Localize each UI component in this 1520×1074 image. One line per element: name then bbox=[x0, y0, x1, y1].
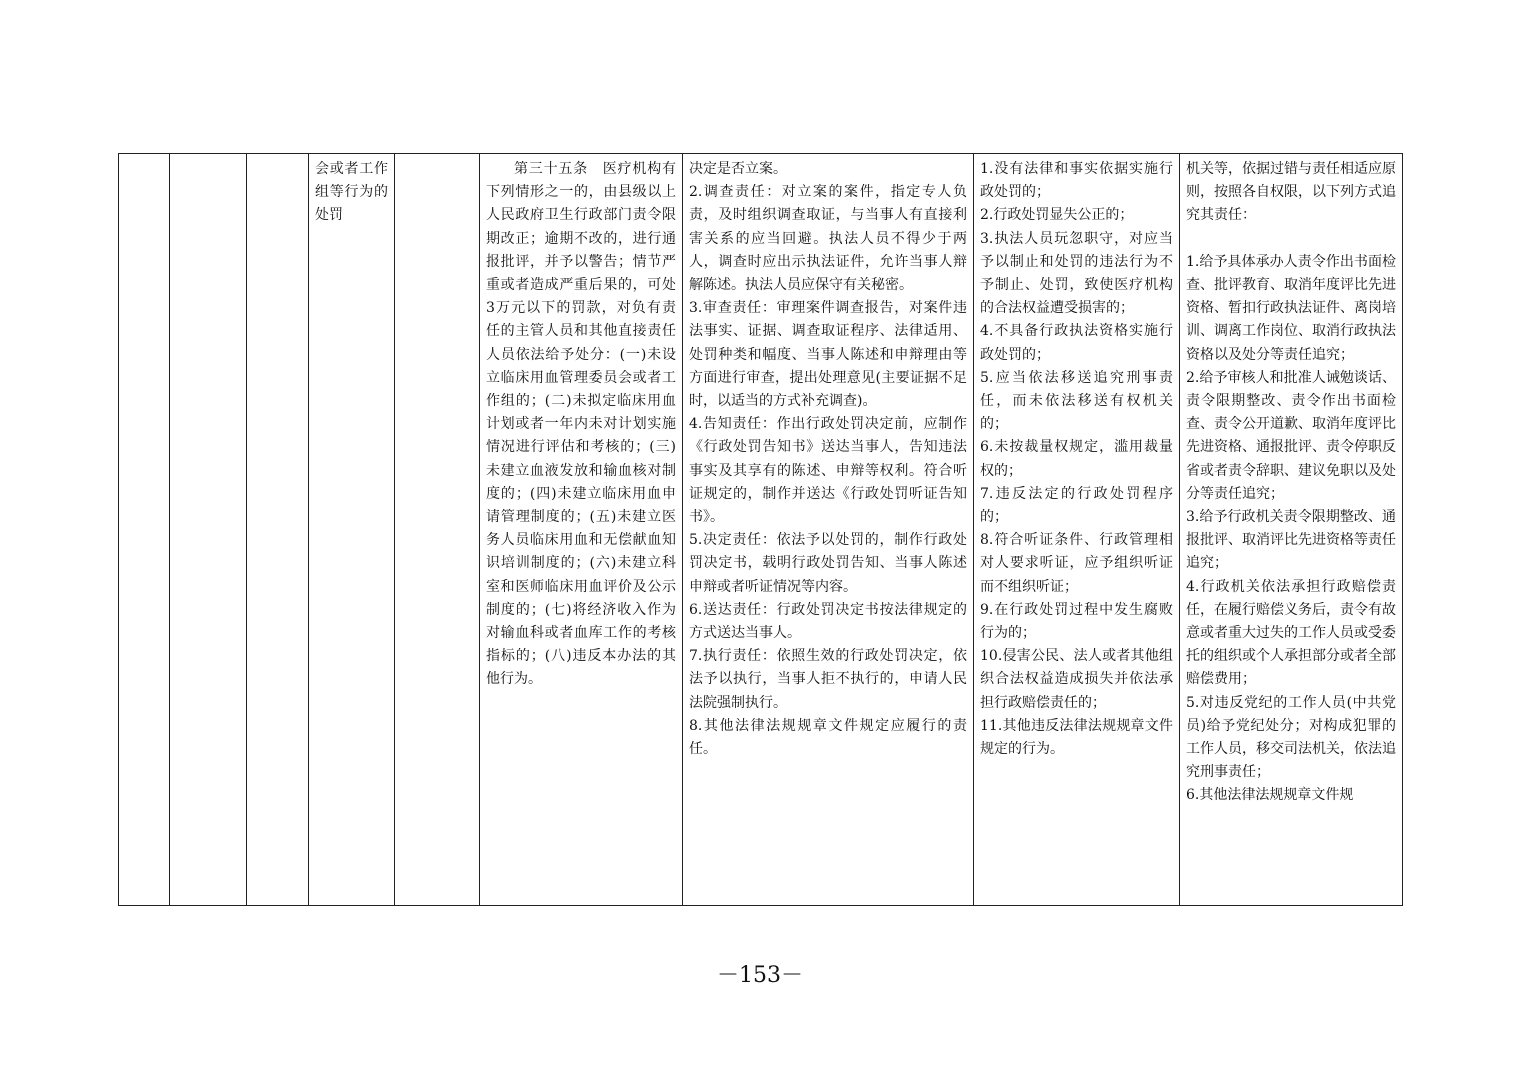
cell-col5 bbox=[395, 154, 480, 906]
cell-legal-basis: 第三十五条 医疗机构有下列情形之一的，由县级以上人民政府卫生行政部门责令限期改正；逾期不改的，进行通报批评，并予以警告；情节严重或者造成严重后果的，可处3万元以下的罚款，对负有责任的主管人员和其他直接责任人员依法给予处分：(一)未设立临床用血管理委员会或者工作组的；(二)未拟定临床用血计划或者一年内未对计划实施情况进行评估和考核的；(三)未建立血液发放和输血核对制度的；(四)未建立临床用血申请管理制度的；(五)未建立医务人员临床用血和无偿献血知识培训制度的；(六)未建立科室和医师临床用血评价及公示制度的；(七)将经济收入作为对输血科或者血库工作的考核指标的；(八)违反本办法的其他行为。 bbox=[480, 154, 683, 906]
page-number: －153－ bbox=[717, 963, 803, 988]
cell-item-name: 会或者工作组等行为的处罚 bbox=[309, 154, 395, 906]
cell-accountability-cases: 1.没有法律和事实依据实施行政处罚的； 2.行政处罚显失公正的； 3.执法人员玩忽职守，对应当予以制止和处罚的违法行为不予制止、处罚，致使医疗机构的合法权益遭受损害的； 4.不具备行政执法资格实施行政处罚的； 5.应当依法移送追究刑事责任，而未依法移送有权机关的； 6.未按裁量权规定，滥用裁量权的； 7.违反法定的行政处罚程序的； 8.符合听证条件、行政管理相对人要求听证，应予组织听证而不组织听证； 9.在行政处罚过程中发生腐败行为的； 10.侵害公民、法人或者其他组织合法权益造成损失并依法承担行政赔偿责任的； 11.其他违反法律法规规章文件规定的行为。 bbox=[974, 154, 1180, 906]
table-row bbox=[119, 154, 1403, 906]
responsibility-table bbox=[118, 153, 1403, 906]
cell-accountability-methods: 机关等，依据过错与责任相适应原则，按照各自权限，以下列方式追究其责任： 1.给予具体承办人责令作出书面检查、批评教育、取消年度评比先进资格、暂扣行政执法证件、离岗培训、调离工作岗位、取消行政执法资格以及处分等责任追究； 2.给予审核人和批准人诫勉谈话、责令限期整改、责令作出书面检查、责令公开道歉、取消年度评比先进资格、通报批评、责令停职反省或者责令辞职、建议免职以及处分等责任追究； 3.给予行政机关责令限期整改、通报批评、取消评比先进资格等责任追究； 4.行政机关依法承担行政赔偿责任，在履行赔偿义务后，责令有故意或者重大过失的工作人员或受委托的组织或个人承担部分或者全部赔偿费用； 5.对违反党纪的工作人员(中共党员)给予党纪处分；对构成犯罪的工作人员，移交司法机关，依法追究刑事责任； 6.其他法律法规规章文件规 bbox=[1180, 154, 1403, 906]
cell-col3 bbox=[247, 154, 309, 906]
cell-col2 bbox=[170, 154, 247, 906]
cell-col1 bbox=[119, 154, 170, 906]
cell-responsibility-items: 决定是否立案。 2.调查责任：对立案的案件，指定专人负责，及时组织调查取证，与当事人有直接利害关系的应当回避。执法人员不得少于两人，调查时应出示执法证件，允许当事人辩解陈述。执法人员应保守有关秘密。 3.审查责任：审理案件调查报告，对案件违法事实、证据、调查取证程序、法律适用、处罚种类和幅度、当事人陈述和申辩理由等方面进行审查，提出处理意见(主要证据不足时，以适当的方式补充调查)。 4.告知责任：作出行政处罚决定前，应制作《行政处罚告知书》送达当事人，告知违法事实及其享有的陈述、申辩等权利。符合听证规定的，制作并送达《行政处罚听证告知书》。 5.决定责任：依法予以处罚的，制作行政处罚决定书，载明行政处罚告知、当事人陈述申辩或者听证情况等内容。 6.送达责任：行政处罚决定书按法律规定的方式送达当事人。 7.执行责任：依照生效的行政处罚决定，依法予以执行，当事人拒不执行的，申请人民法院强制执行。 8.其他法律法规规章文件规定应履行的责任。 bbox=[683, 154, 974, 906]
